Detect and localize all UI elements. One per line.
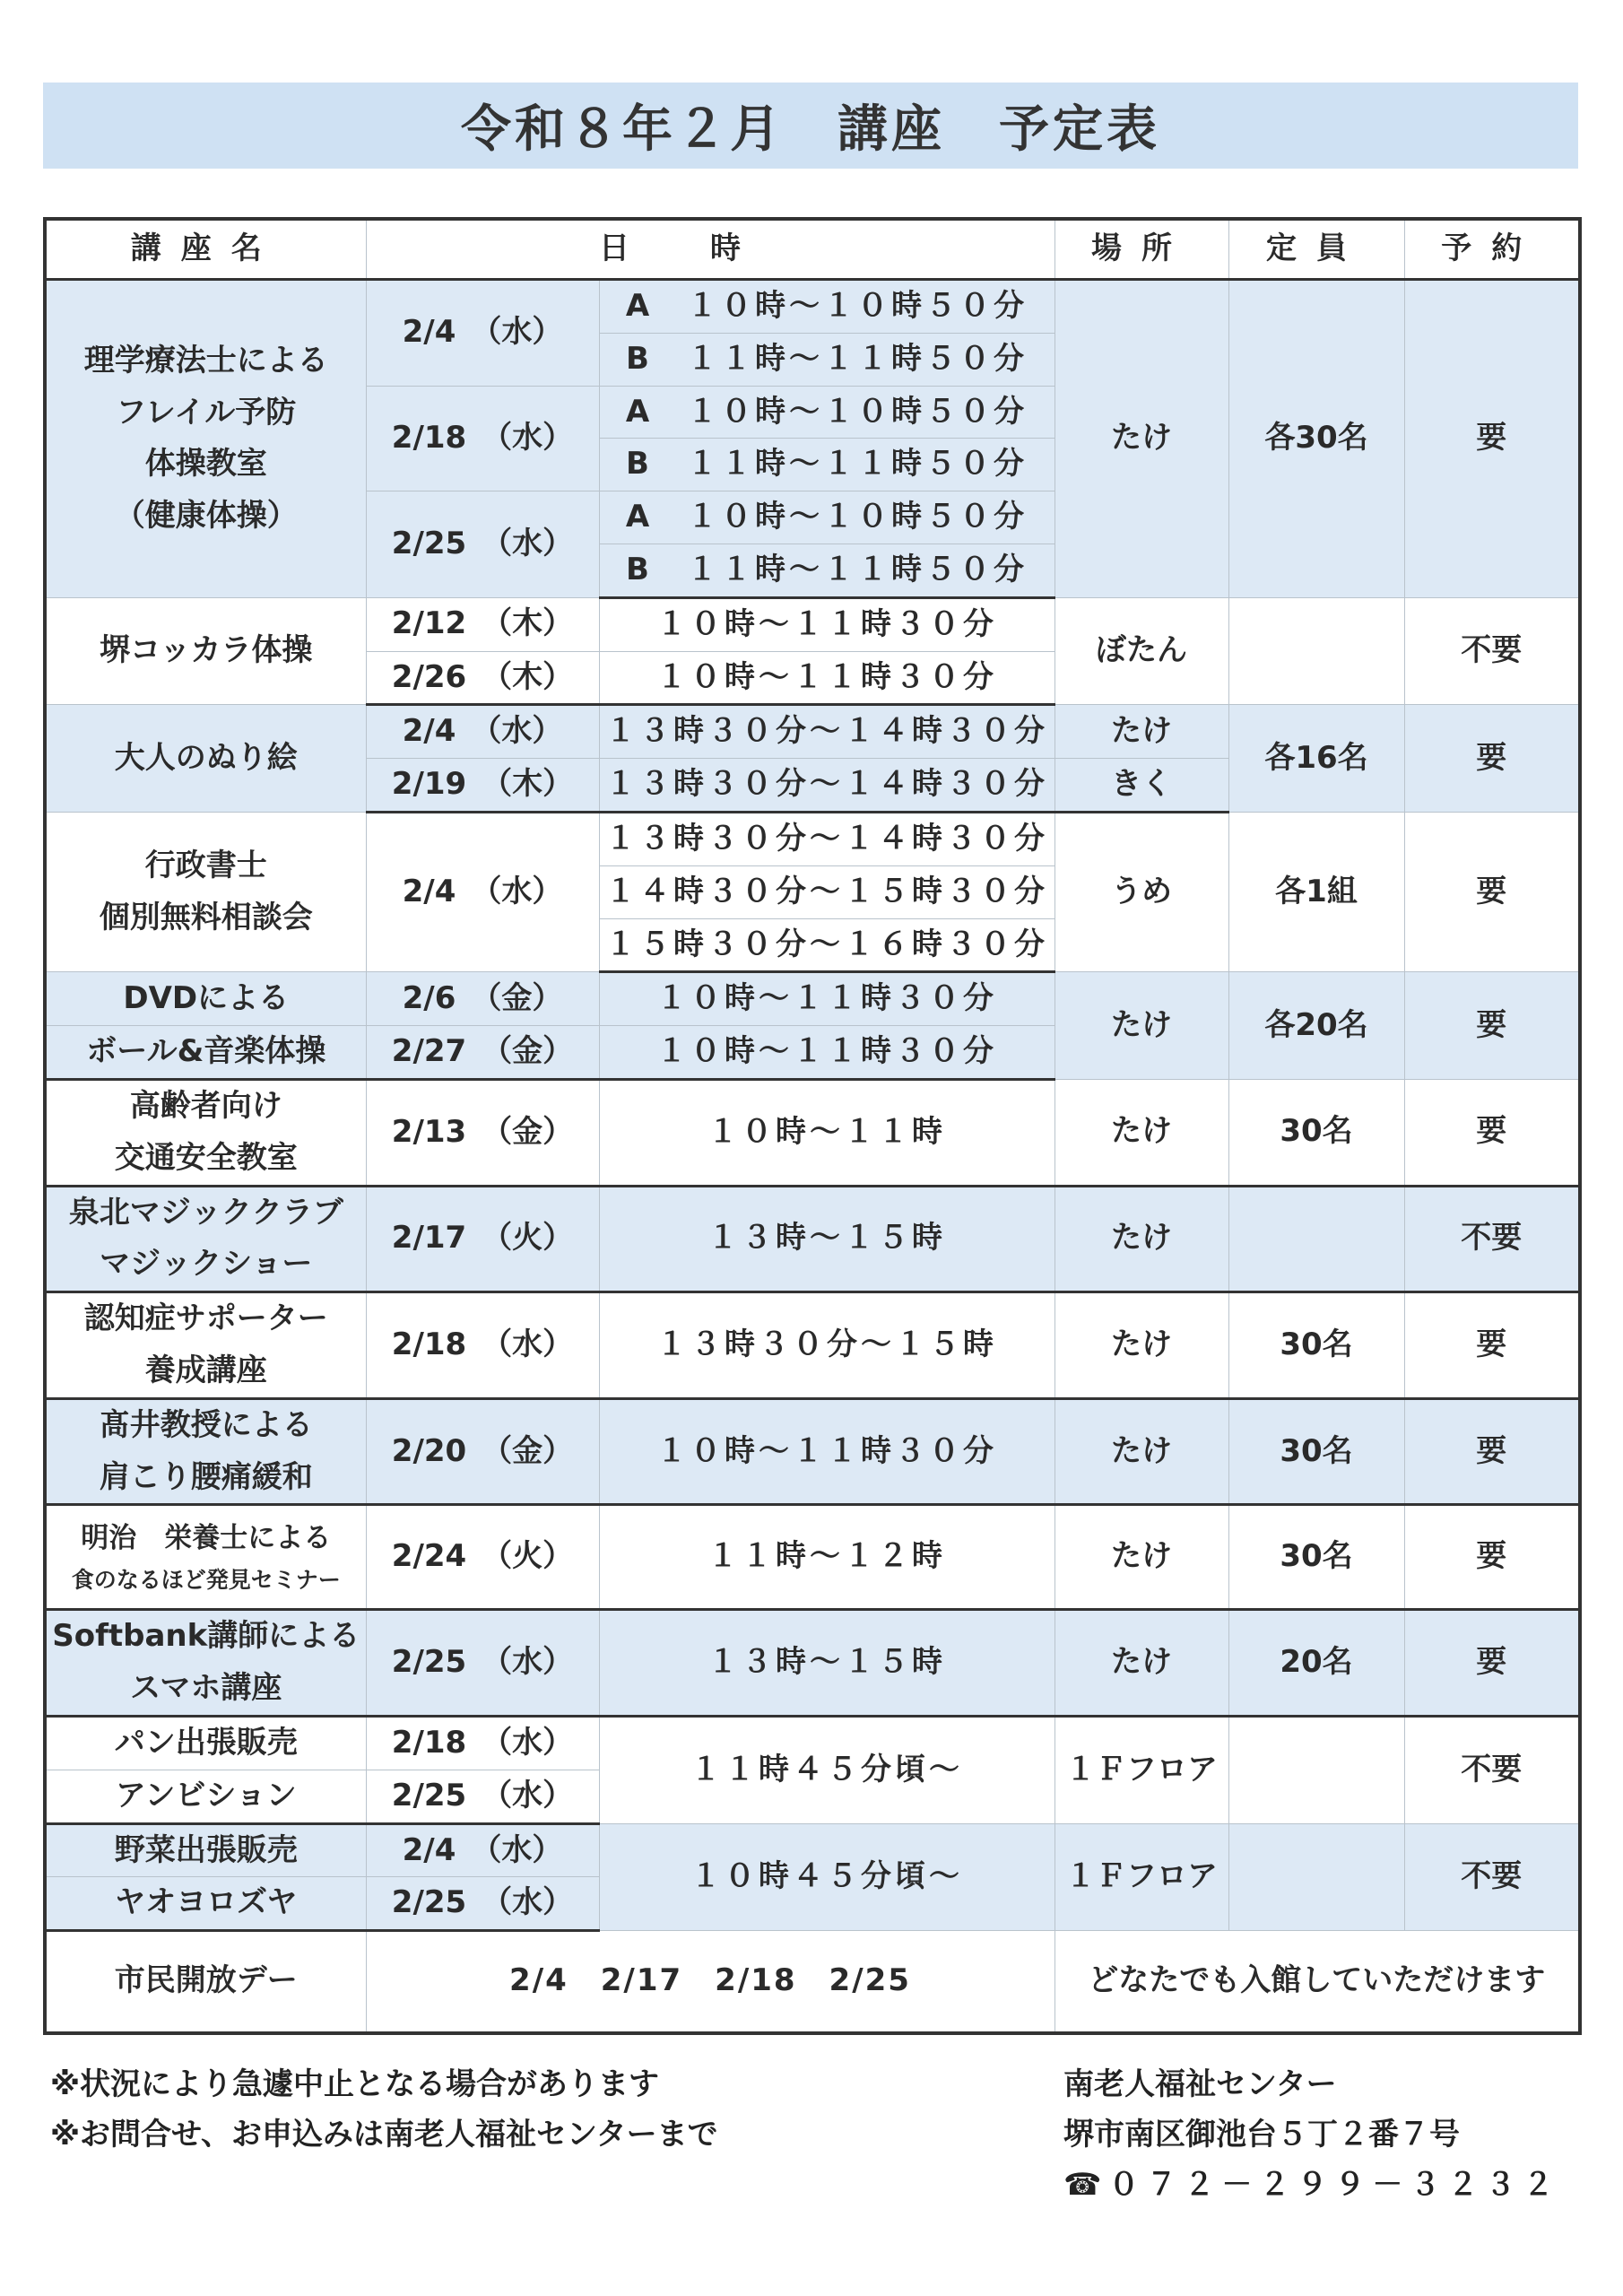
course-date: 2/4 （水） [366, 705, 599, 759]
course-date: 2/13 （金） [366, 1079, 599, 1186]
course-time: １０時～１１時３０分 [599, 1398, 1055, 1505]
table-row [45, 1292, 1580, 1399]
course-time: １０時～１１時 [599, 1079, 1055, 1186]
course-place: たけ [1055, 972, 1228, 1080]
course-time: １１時～１２時 [599, 1505, 1055, 1610]
course-place: たけ [1055, 1079, 1228, 1186]
schedule-table [43, 217, 1582, 2035]
course-place: １Ｆフロア [1055, 1716, 1228, 1823]
course-date: 2/24 （火） [366, 1505, 599, 1610]
course-time-slot: A １０時～１０時５０分 [599, 280, 1055, 334]
course-place: たけ [1055, 705, 1228, 759]
course-capacity [1228, 1186, 1404, 1292]
course-capacity [1228, 1716, 1404, 1823]
course-date: 2/17 （火） [366, 1186, 599, 1292]
course-place: たけ [1055, 1398, 1228, 1505]
course-time-slot: B １１時～１１時５０分 [599, 544, 1055, 597]
table-row [45, 1505, 1580, 1610]
course-time-slot: １４時３０分～１５時３０分 [599, 865, 1055, 918]
course-reservation: 要 [1404, 1398, 1580, 1505]
course-date: 2/25 （水） [366, 1610, 599, 1717]
course-date: 2/4 （水） [366, 1823, 599, 1877]
course-time: １３時～１５時 [599, 1186, 1055, 1292]
course-reservation: 要 [1404, 812, 1580, 971]
course-time: １１時４５分頃～ [599, 1716, 1055, 1823]
course-date: 2/27 （金） [366, 1026, 599, 1080]
course-capacity: 30名 [1228, 1292, 1404, 1399]
contact-address: 堺市南区御池台５丁２番７号 [1063, 2117, 1460, 2152]
course-date: 2/18 （水） [366, 1292, 599, 1399]
table-row [45, 1823, 1580, 1877]
course-time-slot: １５時３０分～１６時３０分 [599, 918, 1055, 972]
course-name: 認知症サポーター 養成講座 [45, 1292, 366, 1399]
course-place: たけ [1055, 280, 1228, 598]
table-row [45, 1610, 1580, 1717]
course-name-line: パン出張販売 [45, 1716, 366, 1770]
course-date: 2/25 （水） [366, 491, 599, 598]
course-name: 明治 栄養士による 食のなるほど発見セミナー [45, 1505, 366, 1610]
course-date: 2/20 （金） [366, 1398, 599, 1505]
course-reservation: 要 [1404, 1610, 1580, 1717]
course-name: Softbank講師による スマホ講座 [45, 1610, 366, 1717]
note-line: ※お問合せ、お申込みは南老人福祉センターまで [50, 2117, 718, 2152]
course-place: たけ [1055, 1610, 1228, 1717]
course-date: 2/4 （水） [366, 812, 599, 971]
course-name: 理学療法士による フレイル予防 体操教室 （健康体操） [45, 280, 366, 598]
course-capacity [1228, 597, 1404, 705]
course-reservation: 要 [1404, 705, 1580, 813]
course-name: 高齢者向け 交通安全教室 [45, 1079, 366, 1186]
page-title: 令和８年２月 講座 予定表 [461, 100, 1160, 159]
table-row [45, 1716, 1580, 1770]
course-name: 大人のぬり絵 [45, 705, 366, 813]
table-row [45, 1186, 1580, 1292]
course-time-slot: １３時３０分～１４時３０分 [599, 812, 1055, 865]
course-name: 髙井教授による 肩こり腰痛緩和 [45, 1398, 366, 1505]
course-date: 2/18 （水） [366, 1716, 599, 1770]
course-place: たけ [1055, 1186, 1228, 1292]
table-row [45, 597, 1580, 651]
course-date: 2/26 （木） [366, 651, 599, 705]
open-day-note: どなたでも入館していただけます [1055, 1931, 1580, 2033]
header-place: 場所 [1055, 219, 1228, 280]
course-time-slot: B １１時～１１時５０分 [599, 333, 1055, 386]
course-capacity: 20名 [1228, 1610, 1404, 1717]
course-capacity: 各16名 [1228, 705, 1404, 813]
course-time: １３時３０分～１５時 [599, 1292, 1055, 1399]
course-date: 2/18 （水） [366, 386, 599, 491]
contact-name: 南老人福祉センター [1063, 2066, 1337, 2102]
course-name: 行政書士 個別無料相談会 [45, 812, 366, 971]
course-name: 堺コッカラ体操 [45, 597, 366, 705]
course-time: １０時４５分頃～ [599, 1823, 1055, 1931]
course-name-line: ヤオヨロズヤ [45, 1877, 366, 1931]
table-row [45, 705, 1580, 759]
course-reservation: 不要 [1404, 1186, 1580, 1292]
open-day-row [45, 1931, 1580, 2033]
course-capacity: 各1組 [1228, 812, 1404, 971]
course-time: １０時～１１時３０分 [599, 651, 1055, 705]
open-day-name: 市民開放デー [45, 1931, 366, 2033]
header-reservation: 予約 [1404, 219, 1580, 280]
course-reservation: 要 [1404, 1505, 1580, 1610]
course-name-line: アンビション [45, 1770, 366, 1823]
course-name: 泉北マジッククラブ マジックショー [45, 1186, 366, 1292]
course-time: １３時３０分～１４時３０分 [599, 759, 1055, 813]
contact-block [1063, 2059, 1560, 2210]
table-header-row [45, 219, 1580, 280]
course-capacity: 30名 [1228, 1079, 1404, 1186]
course-place: １Ｆフロア [1055, 1823, 1228, 1931]
note-line: ※状況により急遽中止となる場合があります [50, 2066, 660, 2102]
table-row [45, 972, 1580, 1026]
course-date: 2/25 （水） [366, 1770, 599, 1823]
course-reservation: 要 [1404, 280, 1580, 598]
course-name-line: ボール&音楽体操 [45, 1026, 366, 1080]
course-time: １０時～１１時３０分 [599, 972, 1055, 1026]
course-place: ぼたん [1055, 597, 1228, 705]
course-reservation: 要 [1404, 1292, 1580, 1399]
course-reservation: 不要 [1404, 597, 1580, 705]
header-course: 講座名 [45, 219, 366, 280]
course-time-slot: A １０時～１０時５０分 [599, 386, 1055, 439]
course-place: うめ [1055, 812, 1228, 971]
course-reservation: 要 [1404, 1079, 1580, 1186]
course-capacity: 30名 [1228, 1398, 1404, 1505]
course-time: １３時～１５時 [599, 1610, 1055, 1717]
title-band [43, 83, 1578, 169]
table-row [45, 1079, 1580, 1186]
course-date: 2/19 （木） [366, 759, 599, 813]
table-row [45, 1398, 1580, 1505]
course-time: １３時３０分～１４時３０分 [599, 705, 1055, 759]
open-day-dates: 2/4 2/17 2/18 2/25 [366, 1931, 1055, 2033]
course-capacity [1228, 1823, 1404, 1931]
table-row [45, 280, 1580, 334]
course-capacity: 30名 [1228, 1505, 1404, 1610]
course-date: 2/6 （金） [366, 972, 599, 1026]
course-capacity: 各30名 [1228, 280, 1404, 598]
course-capacity: 各20名 [1228, 972, 1404, 1080]
table-row [45, 812, 1580, 865]
course-reservation: 不要 [1404, 1716, 1580, 1823]
course-place: きく [1055, 759, 1228, 813]
course-time: １０時～１１時３０分 [599, 597, 1055, 651]
course-reservation: 要 [1404, 972, 1580, 1080]
notes [50, 2059, 718, 2160]
header-capacity: 定員 [1228, 219, 1404, 280]
course-place: たけ [1055, 1292, 1228, 1399]
course-time-slot: B １１時～１１時５０分 [599, 439, 1055, 491]
course-time: １０時～１１時３０分 [599, 1026, 1055, 1080]
course-date: 2/25 （水） [366, 1877, 599, 1931]
course-time-slot: A １０時～１０時５０分 [599, 491, 1055, 544]
course-date: 2/4 （水） [366, 280, 599, 387]
course-date: 2/12 （木） [366, 597, 599, 651]
course-place: たけ [1055, 1505, 1228, 1610]
course-reservation: 不要 [1404, 1823, 1580, 1931]
course-name-line: DVDによる [45, 972, 366, 1026]
header-datetime: 日時 [366, 219, 1055, 280]
course-name-line: 野菜出張販売 [45, 1823, 366, 1877]
contact-phone: ☎０７２－２９９－３２３２ [1063, 2167, 1561, 2203]
